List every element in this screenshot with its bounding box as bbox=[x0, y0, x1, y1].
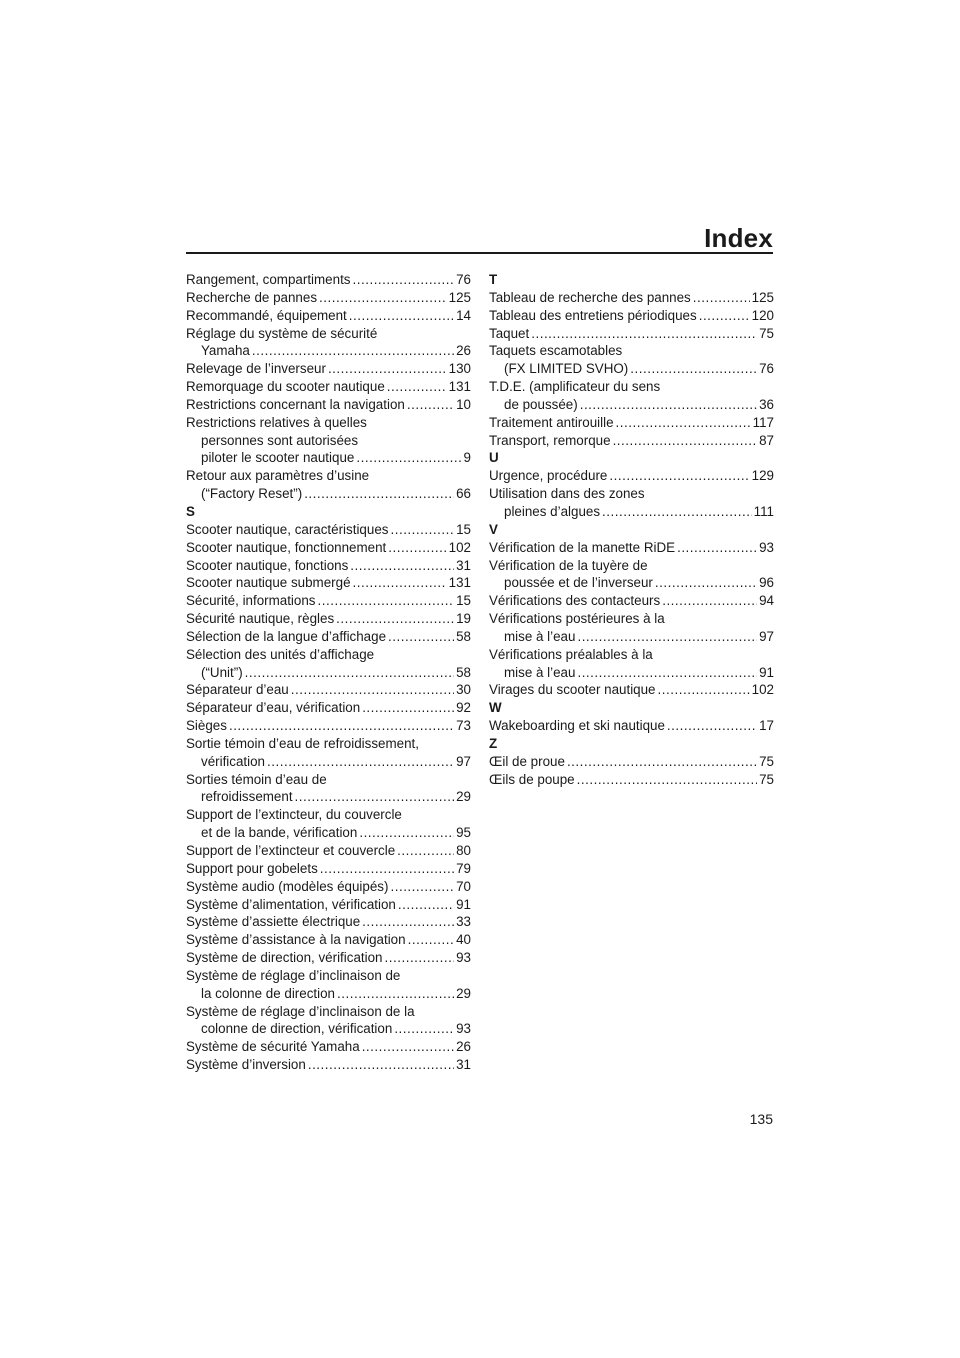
index-entry-label: Scooter nautique submergé bbox=[186, 575, 351, 591]
index-entry-page: 80 bbox=[456, 843, 471, 858]
index-entry-label: T.D.E. (amplificateur du sens bbox=[489, 379, 661, 395]
index-entry bbox=[186, 360, 471, 378]
index-entry bbox=[489, 539, 774, 557]
index-entry-page: 97 bbox=[456, 753, 471, 769]
index-entry bbox=[489, 592, 774, 610]
index-entry bbox=[186, 931, 471, 949]
page-title: Index bbox=[704, 223, 773, 253]
index-entry bbox=[186, 878, 471, 896]
index-entry-page: 26 bbox=[456, 1039, 471, 1055]
index-entry-page: 102 bbox=[751, 682, 774, 698]
index-entry bbox=[186, 806, 471, 824]
index-entry bbox=[186, 646, 471, 664]
index-entry-label: Système de réglage d’inclinaison de bbox=[186, 967, 401, 983]
index-entry-label: Utilisation dans des zones bbox=[489, 486, 645, 502]
index-entry-label: Système d’assistance à la navigation bbox=[186, 932, 406, 948]
index-entry-label: Vérification de la manette RiDE bbox=[489, 539, 676, 555]
index-entry bbox=[489, 717, 774, 735]
index-entry-label: Transport, remorque bbox=[489, 432, 611, 448]
index-entry bbox=[186, 1003, 471, 1021]
dot-leader bbox=[320, 860, 454, 878]
index-entry-label: Séparateur d’eau bbox=[186, 682, 289, 698]
index-letter-heading: V bbox=[489, 521, 498, 537]
index-letter-heading: U bbox=[489, 450, 499, 466]
index-entry-label: piloter le scooter nautique bbox=[201, 450, 355, 466]
index-entry bbox=[489, 289, 774, 307]
index-entry-page: 79 bbox=[456, 860, 471, 876]
index-entry-page: 19 bbox=[456, 611, 471, 627]
index-entry-label: de poussée) bbox=[504, 396, 578, 412]
index-entry bbox=[489, 557, 774, 575]
dot-leader bbox=[577, 628, 757, 646]
index-entry-page: 96 bbox=[759, 575, 774, 591]
dot-leader bbox=[336, 610, 454, 628]
index-entry-label: Vérification de la tuyère de bbox=[489, 557, 648, 573]
dot-leader bbox=[616, 414, 751, 432]
index-entry-page: 29 bbox=[456, 985, 471, 1001]
index-entry bbox=[489, 342, 774, 360]
index-entry bbox=[186, 699, 471, 717]
dot-leader bbox=[356, 449, 461, 467]
dot-leader bbox=[308, 1056, 454, 1074]
index-entry bbox=[186, 271, 471, 289]
index-entry-label: Support pour gobelets bbox=[186, 860, 318, 876]
index-entry-page: 130 bbox=[448, 361, 471, 377]
index-entry bbox=[186, 539, 471, 557]
index-entry-label: Système d’inversion bbox=[186, 1057, 306, 1073]
index-entry-label: Œils de poupe bbox=[489, 771, 575, 787]
index-entry bbox=[489, 325, 774, 343]
index-entry-label: Taquets escamotables bbox=[489, 343, 623, 359]
index-entry bbox=[489, 503, 774, 521]
index-entry-label: Retour aux paramètres d’usine bbox=[186, 468, 370, 484]
index-entry-label: Relevage de l’inverseur bbox=[186, 361, 326, 377]
index-letter-heading: W bbox=[489, 700, 502, 716]
index-entry-label: Wakeboarding et ski nautique bbox=[489, 718, 665, 734]
index-entry-label: Support de l’extincteur, du couvercle bbox=[186, 807, 402, 823]
index-entry bbox=[489, 681, 774, 699]
dot-leader bbox=[291, 681, 454, 699]
index-entry bbox=[186, 1038, 471, 1056]
index-entry-label: Virages du scooter nautique bbox=[489, 682, 656, 698]
index-entry-page: 26 bbox=[456, 343, 471, 359]
index-entry bbox=[186, 664, 471, 682]
index-entry bbox=[186, 342, 471, 360]
index-entry-page: 29 bbox=[456, 789, 471, 805]
index-entry bbox=[186, 681, 471, 699]
index-entry-page: 58 bbox=[456, 664, 471, 680]
index-entry bbox=[489, 610, 774, 628]
index-entry-page: 76 bbox=[759, 361, 774, 377]
dot-leader bbox=[693, 289, 750, 307]
dot-leader bbox=[613, 432, 758, 450]
dot-leader bbox=[577, 664, 757, 682]
dot-leader bbox=[362, 699, 454, 717]
index-entry-label: Yamaha bbox=[201, 343, 250, 359]
index-entry-label: Vérifications préalables à la bbox=[489, 646, 653, 662]
index-entry-label: Système audio (modèles équipés) bbox=[186, 878, 389, 894]
index-entry-page: 129 bbox=[751, 468, 774, 484]
index-entry bbox=[489, 628, 774, 646]
index-entry-label: et de la bande, vérification bbox=[201, 825, 358, 841]
dot-leader bbox=[387, 378, 447, 396]
index-entry bbox=[186, 913, 471, 931]
index-entry-page: 36 bbox=[759, 396, 774, 412]
index-entry bbox=[489, 378, 774, 396]
index-entry-label: personnes sont autorisées bbox=[201, 432, 359, 448]
index-entry bbox=[489, 307, 774, 325]
index-entry bbox=[489, 485, 774, 503]
dot-leader bbox=[295, 788, 455, 806]
index-entry bbox=[186, 628, 471, 646]
index-entry-label: Recherche de pannes bbox=[186, 289, 318, 305]
index-entry-label: Tableau de recherche des pannes bbox=[489, 289, 691, 305]
dot-leader bbox=[630, 360, 757, 378]
index-entry-label: Système de sécurité Yamaha bbox=[186, 1039, 360, 1055]
index-entry-page: 93 bbox=[456, 1021, 471, 1037]
index-entry-label: Vérifications postérieures à la bbox=[489, 611, 665, 627]
dot-leader bbox=[362, 913, 454, 931]
dot-leader bbox=[662, 592, 757, 610]
index-entry-label: Recommandé, équipement bbox=[186, 307, 347, 323]
index-entry bbox=[186, 860, 471, 878]
index-entry-page: 111 bbox=[753, 503, 774, 519]
index-entry bbox=[186, 1020, 471, 1038]
index-entry-page: 97 bbox=[759, 628, 774, 644]
index-entry-page: 9 bbox=[463, 450, 471, 466]
index-entry bbox=[186, 289, 471, 307]
title-rule bbox=[186, 252, 773, 254]
dot-leader bbox=[602, 503, 752, 521]
index-entry bbox=[186, 378, 471, 396]
index-entry bbox=[186, 485, 471, 503]
dot-leader bbox=[655, 574, 757, 592]
dot-leader bbox=[390, 521, 454, 539]
index-entry-page: 40 bbox=[456, 932, 471, 948]
dot-leader bbox=[319, 289, 447, 307]
index-entry bbox=[186, 717, 471, 735]
index-entry bbox=[489, 753, 774, 771]
index-entry-page: 76 bbox=[456, 272, 471, 287]
index-entry bbox=[186, 985, 471, 1003]
index-entry bbox=[186, 1056, 471, 1074]
index-entry bbox=[186, 325, 471, 343]
index-entry-page: 131 bbox=[448, 379, 471, 395]
dot-leader bbox=[609, 467, 749, 485]
index-entry-page: 117 bbox=[752, 414, 774, 430]
dot-leader bbox=[390, 878, 454, 896]
index-entry-label: Remorquage du scooter nautique bbox=[186, 379, 385, 395]
dot-leader bbox=[388, 539, 446, 557]
index-entry-page: 70 bbox=[456, 878, 471, 894]
index-entry-label: Sorties témoin d’eau de bbox=[186, 771, 327, 787]
index-entry-page: 31 bbox=[456, 1057, 471, 1073]
dot-leader bbox=[350, 557, 454, 575]
index-entry bbox=[489, 414, 774, 432]
dot-leader bbox=[388, 628, 454, 646]
index-entry bbox=[186, 467, 471, 485]
index-entry-label: Restrictions relatives à quelles bbox=[186, 414, 367, 430]
index-entry-label: Sièges bbox=[186, 718, 227, 734]
index-letter-heading: Z bbox=[489, 735, 498, 751]
dot-leader bbox=[352, 271, 454, 289]
index-entry-label: refroidissement bbox=[201, 789, 293, 805]
index-entry-label: la colonne de direction bbox=[201, 985, 335, 1001]
index-entry-label: Scooter nautique, fonctionnement bbox=[186, 539, 387, 555]
index-entry-page: 75 bbox=[759, 771, 774, 787]
dot-leader bbox=[531, 325, 757, 343]
index-entry-page: 120 bbox=[751, 307, 774, 323]
index-entry-page: 33 bbox=[456, 914, 471, 930]
index-entry-label: colonne de direction, vérification bbox=[201, 1021, 393, 1037]
index-entry-page: 95 bbox=[456, 825, 471, 841]
dot-leader bbox=[408, 931, 455, 949]
dot-leader bbox=[394, 1020, 454, 1038]
dot-leader bbox=[229, 717, 454, 735]
dot-leader bbox=[699, 307, 750, 325]
index-entry bbox=[489, 771, 774, 789]
index-entry bbox=[186, 735, 471, 753]
index-entry-label: Traitement antirouille bbox=[489, 414, 614, 430]
index-entry-label: Taquet bbox=[489, 325, 530, 341]
dot-leader bbox=[267, 753, 454, 771]
index-entry bbox=[186, 574, 471, 592]
dot-leader bbox=[658, 681, 750, 699]
index-entry-label: Sortie témoin d’eau de refroidissement, bbox=[186, 735, 419, 751]
index-entry-label: Scooter nautique, fonctions bbox=[186, 557, 349, 573]
index-entry-label: Sécurité nautique, règles bbox=[186, 611, 335, 627]
index-entry-label: (“Factory Reset”) bbox=[201, 486, 303, 502]
index-entry bbox=[489, 432, 774, 450]
index-entry-label: mise à l’eau bbox=[504, 628, 576, 644]
index-letter-heading: S bbox=[186, 503, 195, 519]
index-column-right bbox=[489, 271, 774, 788]
index-entry-page: 91 bbox=[456, 896, 471, 912]
index-entry-page: 15 bbox=[456, 593, 471, 609]
index-entry bbox=[186, 557, 471, 575]
dot-leader bbox=[567, 753, 757, 771]
index-entry-label: Urgence, procédure bbox=[489, 468, 608, 484]
index-entry bbox=[186, 307, 471, 325]
dot-leader bbox=[362, 1038, 454, 1056]
index-entry-page: 93 bbox=[456, 950, 471, 966]
index-entry-page: 125 bbox=[448, 289, 471, 305]
index-entry-page: 14 bbox=[456, 307, 471, 323]
index-entry-label: Restrictions concernant la navigation bbox=[186, 396, 405, 412]
index-entry bbox=[186, 842, 471, 860]
index-entry-label: Système d’alimentation, vérification bbox=[186, 896, 396, 912]
index-entry bbox=[489, 360, 774, 378]
index-entry bbox=[489, 664, 774, 682]
index-entry-page: 73 bbox=[456, 718, 471, 734]
dot-leader bbox=[245, 664, 454, 682]
index-entry bbox=[186, 592, 471, 610]
index-entry bbox=[186, 610, 471, 628]
index-entry bbox=[186, 949, 471, 967]
index-entry bbox=[186, 396, 471, 414]
index-entry-label: Rangement, compartiments bbox=[186, 272, 351, 287]
index-entry-page: 17 bbox=[759, 718, 774, 734]
index-entry-label: Système d’assiette électrique bbox=[186, 914, 361, 930]
index-entry-page: 58 bbox=[456, 628, 471, 644]
dot-leader bbox=[580, 396, 757, 414]
dot-leader bbox=[359, 824, 454, 842]
page-number: 135 bbox=[749, 1111, 773, 1127]
index-entry bbox=[186, 896, 471, 914]
index-entry-label: Sélection de la langue d’affichage bbox=[186, 628, 387, 644]
dot-leader bbox=[398, 896, 454, 914]
index-entry-page: 31 bbox=[456, 557, 471, 573]
index-entry bbox=[489, 467, 774, 485]
index-entry-label: Sélection des unités d’affichage bbox=[186, 646, 375, 662]
index-letter-heading: T bbox=[489, 272, 498, 287]
dot-leader bbox=[328, 360, 447, 378]
index-entry-label: Réglage du système de sécurité bbox=[186, 325, 378, 341]
index-entry bbox=[186, 753, 471, 771]
dot-leader bbox=[385, 949, 455, 967]
dot-leader bbox=[667, 717, 757, 735]
index-entry bbox=[489, 574, 774, 592]
index-entry-label: vérification bbox=[201, 753, 266, 769]
index-entry-label: poussée et de l’inverseur bbox=[504, 575, 653, 591]
dot-leader bbox=[349, 307, 454, 325]
index-entry-label: Système de direction, vérification bbox=[186, 950, 383, 966]
index-entry-label: Sécurité, informations bbox=[186, 593, 316, 609]
index-entry-page: 102 bbox=[448, 539, 471, 555]
index-entry-page: 125 bbox=[751, 289, 774, 305]
index-entry bbox=[186, 788, 471, 806]
index-entry-page: 92 bbox=[456, 700, 471, 716]
index-entry-page: 87 bbox=[759, 432, 774, 448]
index-entry-label: mise à l’eau bbox=[504, 664, 576, 680]
index-entry-label: pleines d’algues bbox=[504, 503, 601, 519]
index-entry-page: 75 bbox=[759, 325, 774, 341]
index-entry-page: 15 bbox=[456, 521, 471, 537]
dot-leader bbox=[677, 539, 757, 557]
index-entry-page: 10 bbox=[456, 396, 471, 412]
index-column-left bbox=[186, 271, 471, 1074]
dot-leader bbox=[252, 342, 454, 360]
dot-leader bbox=[353, 574, 447, 592]
index-entry-label: Système de réglage d’inclinaison de la bbox=[186, 1003, 415, 1019]
index-entry-label: Vérifications des contacteurs bbox=[489, 593, 661, 609]
index-entry-page: 131 bbox=[448, 575, 471, 591]
index-entry-label: Séparateur d’eau, vérification bbox=[186, 700, 361, 716]
index-entry-label: Œil de proue bbox=[489, 753, 565, 769]
index-entry-label: Support de l’extincteur et couvercle bbox=[186, 843, 396, 858]
index-entry-label: Tableau des entretiens périodiques bbox=[489, 307, 697, 323]
index-entry bbox=[186, 449, 471, 467]
dot-leader bbox=[318, 592, 455, 610]
index-entry-label: Scooter nautique, caractéristiques bbox=[186, 521, 389, 537]
index-entry bbox=[186, 967, 471, 985]
index-entry-page: 75 bbox=[759, 753, 774, 769]
dot-leader bbox=[577, 771, 757, 789]
index-entry bbox=[489, 646, 774, 664]
dot-leader bbox=[337, 985, 454, 1003]
index-entry bbox=[186, 521, 471, 539]
index-entry-page: 66 bbox=[456, 486, 471, 502]
dot-leader bbox=[407, 396, 454, 414]
index-entry-page: 94 bbox=[759, 593, 774, 609]
index-entry-label: (“Unit”) bbox=[201, 664, 243, 680]
index-entry bbox=[186, 432, 471, 450]
index-entry-page: 91 bbox=[759, 664, 774, 680]
dot-leader bbox=[397, 842, 454, 860]
index-entry bbox=[186, 771, 471, 789]
index-entry bbox=[186, 414, 471, 432]
index-entry bbox=[489, 396, 774, 414]
index-entry bbox=[186, 824, 471, 842]
dot-leader bbox=[304, 485, 454, 503]
index-entry-page: 30 bbox=[456, 682, 471, 698]
index-entry-label: (FX LIMITED SVHO) bbox=[504, 361, 629, 377]
index-entry-page: 93 bbox=[759, 539, 774, 555]
